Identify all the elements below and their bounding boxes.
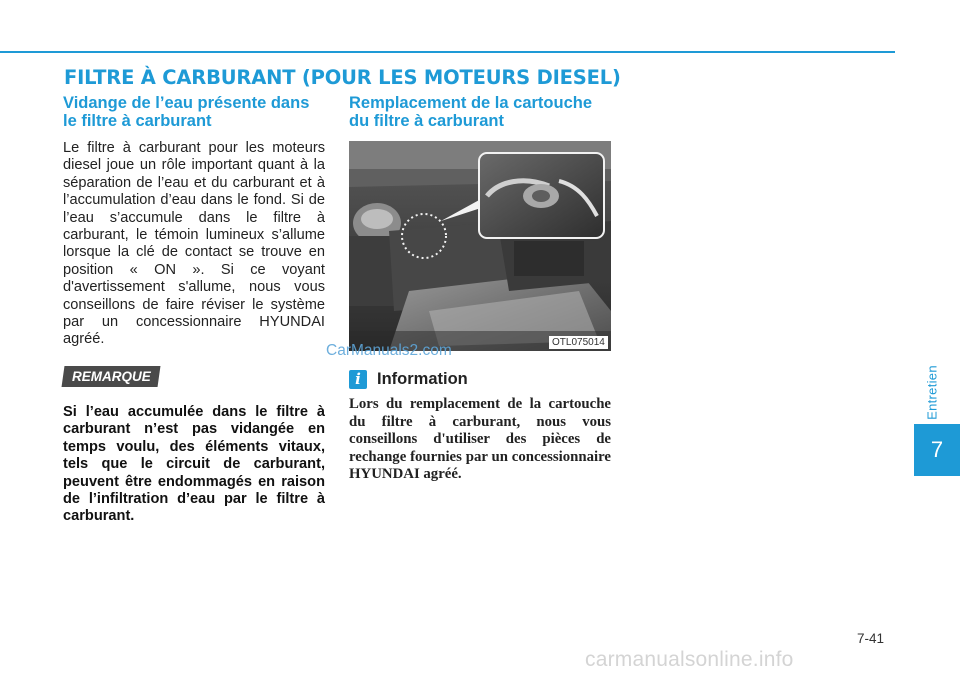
remark-text: Si l’eau accumulée dans le filtre à carburant n’est pas vidangée en temps voulu, des éléments vitaux, tels que le circuit de carburant, peuvent être endommagés en raison de l’infiltration d’eau par le filtre à carburant. (63, 403, 325, 525)
page-number: 7-41 (857, 631, 885, 646)
section-title: FILTRE À CARBURANT (POUR LES MOTEURS DIESEL) (64, 66, 621, 89)
left-heading: Vidange de l’eau présente dans le filtre à carburant (63, 94, 310, 130)
watermark-bottom: carmanualsonline.info (585, 648, 794, 671)
top-rule (0, 51, 895, 53)
remark-badge (62, 366, 161, 387)
right-column (349, 94, 611, 130)
image-caption: OTL075014 (549, 336, 608, 349)
info-icon: i (349, 370, 367, 389)
left-body: Le filtre à carburant pour les moteurs diesel joue un rôle important quant à la séparation de l’eau et du carburant et à l’accumulation d’eau dans le fond. Si de l’eau s’accumule dans le filtre à carburant, le témoin lumineux s’allume lorsque la clé de contact se trouve en position « ON ». Si ce voyant d'avertissement s'allume, nous vous conseillons de faire réviser le système par un concessionnaire HYUNDAI agréé. (63, 140, 325, 348)
side-chapter-label (922, 365, 942, 425)
remark-label: REMARQUE (72, 368, 151, 384)
info-text: Lors du remplacement de la cartouche du filtre à carburant, nous vous conseillons d'utiliser des pièces de rechange fournies par un concessionnaire HYUNDAI agréé. (349, 396, 611, 482)
info-header (349, 370, 468, 389)
chapter-tab: 7 (914, 424, 960, 476)
info-title: Information (377, 370, 468, 388)
side-label-text: Entretien (924, 365, 940, 420)
left-column (63, 94, 325, 526)
engine-photo (349, 141, 611, 351)
watermark-top: CarManuals2.com (326, 342, 452, 359)
right-heading: Remplacement de la cartouche du filtre à carburant (349, 94, 593, 130)
